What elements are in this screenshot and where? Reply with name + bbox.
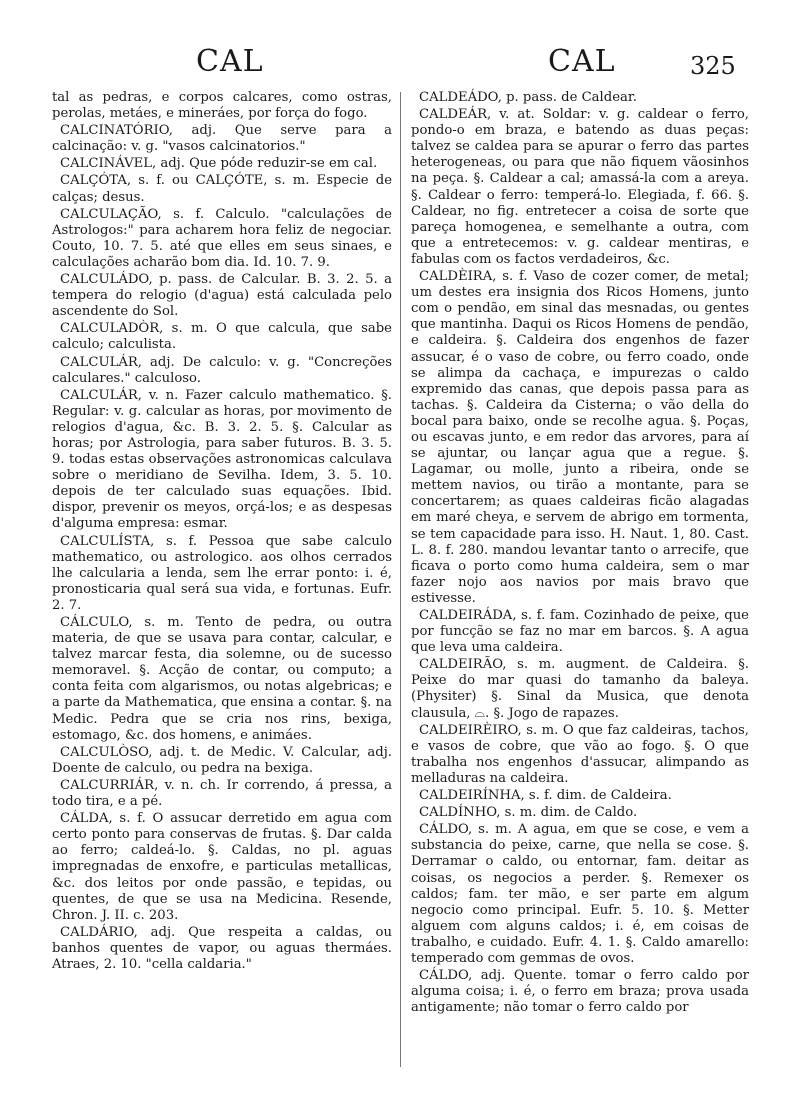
dictionary-entry: CÁLCULO, s. m. Tento de pedra, ou outra materia, de que se usava para contar, calcular, e talvez marcar festa, dia solemne, ou de sucesso memoravel. §. Acção de contar, ou computo; a conta feita com algarismos, ou notas algebricas; e a parte da Mathematica, que ensina a contar. §. na Medic. Pedra que se cria nos rins, bexiga, estomago, &c. dos homens, e animáes. (52, 615, 392, 743)
left-column (52, 90, 392, 974)
dictionary-entry: CALÇÓTA, s. f. ou CALÇÓTE, s. m. Especie de calças; desus. (52, 173, 392, 205)
dictionary-entry: tal as pedras, e corpos calcares, como ostras, perolas, metáes, e mineráes, por força do fogo. (52, 90, 392, 122)
dictionary-entry: CÁLDA, s. f. O assucar derretido em agua com certo ponto para conservas de frutas. §. Dar calda ao ferro; caldeá-lo. §. Caldas, no pl. aguas impregnadas de enxofre, e particulas metallicas, &c. dos leitos por onde passão, e tepidas, ou quentes, de que se usa na Medicina. Resende, Chron. J. II. c. 203. (52, 811, 392, 923)
dictionary-entry: CALDEIRÁDA, s. f. fam. Cozinhado de peixe, que por funcção se faz no mar em barcos. §. A agua que leva uma caldeira. (411, 608, 749, 656)
dictionary-entry: CALCULADÒR, s. m. O que calcula, que sabe calculo; calculista. (52, 321, 392, 353)
dictionary-entry: CALDÁRIO, adj. Que respeita a caldas, ou banhos quentes de vapor, ou aguas thermáes. Atraes, 2. 10. "cella caldaria." (52, 924, 392, 972)
dictionary-entry: CALDEÁDO, p. pass. de Caldear. (419, 90, 637, 105)
dictionary-entry: CALDEÁR, v. at. Soldar: v. g. caldear o ferro, pondo-o em braza, e batendo as duas peças: talvez se caldea para se apurar o ferro das partes heterogeneas, ou para que não fiquem vãosinhos na peça. §. Caldear a cal; amassá-la com a areya. §. Caldear o ferro: temperá-lo. Elegiada, f. 66. §. Caldear, no fig. entretecer a coisa de sorte que pareça homogenea, e semelhante a outra, com que a entretecemos: v. g. caldear mentiras, e fabulas com os factos verdadeiros, &c. (411, 107, 749, 267)
dictionary-entry: CALCURRIÁR, v. n. ch. Ir correndo, á pressa, a todo tira, e a pé. (52, 777, 392, 810)
dictionary-entry: CALDEIRÍNHA, s. f. dim. de Caldeira. (419, 788, 672, 804)
dictionary-entry: CALCULÍSTA, s. f. Pessoa que sabe calculo mathematico, ou astrologico. aos olhos cerrados lhe calcularia a lenda, sem lhe errar ponto: i. é, pronosticaria qual será sua vida, e fortunas. Eufr. 2. 7. (52, 533, 392, 613)
right-running-head: CAL (548, 44, 616, 79)
page-number: 325 (690, 52, 736, 80)
dictionary-entry: CALDÍNHO, s. m. dim. de Caldo. (419, 805, 638, 821)
dictionary-entry: CÁLDO, adj. Quente. tomar o ferro caldo por alguma coisa; i. é, o ferro em braza; prova usada antigamente; não tomar o ferro caldo por (411, 968, 749, 1016)
dictionary-entry: CALCINÁVEL, adj. Que póde reduzir-se em cal. (60, 156, 378, 172)
dictionary-entry: CALDEIRÈIRO, s. m. O que faz caldeiras, tachos, e vasos de cobre, que vão ao fogo. §. O que trabalha nos engenhos d'assucar, alimpando as melladuras na caldeira. (411, 722, 749, 786)
page-header (0, 44, 797, 84)
left-running-head: CAL (196, 44, 264, 79)
dictionary-entry: CALCULÁR, v. n. Fazer calculo mathematico. §. Regular: v. g. calcular as horas, por movimento de relogios d'agua, &c. B. 3. 2. 5. §. Calcular as horas; por Astrologia, para saber futuros. B. 3. 5. 9. todas estas observações astronomicas calculava sobre o meridiano de Sevilha. Idem, 3. 5. 10. depois de ter calculado suas equações. Ibid. dispor, prevenir os meyos, orçá-los; e as despesas d'alguma empresa: esmar. (52, 387, 392, 532)
dictionary-entry: CALCULAÇÃO, s. f. Calculo. "calculações de Astrologos:" para acharem hora feliz de negociar. Couto, 10. 7. 5. até que elles em seus sinaes, e calculações acharão bom dia. Id. 10. 7. 9. (52, 206, 392, 270)
dictionary-entry: CALDÈIRA, s. f. Vaso de cozer comer, de metal; um destes era insignia dos Ricos Homens, junto com o pendão, em sinal das mesnadas, ou gentes que mantinha. Daqui os Ricos Homens de pendão, e caldeira. §. Caldeira dos engenhos de fazer assucar, é o vaso de cobre, ou ferro coado, onde se alimpa da cachaça, e impurezas o caldo expremido das canas, que depois passa para as tachas. §. Caldeira da Cisterna; o vão della do bocal para baixo, onde se recolhe agua. §. Poças, ou escavas junto, e em redor das arvores, para aí se ajuntar, ou lançar agua que a regue. §. Lagamar, ou molle, junto a ribeira, onde se mettem navios, ou tirão a montante, para se concertarem; as quaes caldeiras ficão alagadas em maré cheya, e servem de abrigo em tormenta, se tem capacidade para isso. H. Naut. 1, 80. Cast. L. 8. f. 280. mandou levantar tanto o arrecife, que ficava o porto como huma caldeira, sem o mar fazer nojo aos navios por mais bravo que estivesse. (411, 269, 749, 606)
column-divider (400, 92, 401, 1067)
dictionary-entry: CALCULÁR, adj. De calculo: v. g. "Concreções calculares." calculoso. (52, 354, 392, 386)
dictionary-entry: CÁLDO, s. m. A agua, em que se cose, e vem a substancia do peixe, carne, que nella se cose. §. Derramar o caldo, ou entornar, fam. deitar as coisas, os negocios a perder. §. Remexer os caldos; fam. ter mão, e ser parte em algum negocio como principal. Eufr. 5. 10. §. Metter alguem com alguns caldos; i. é, em coisas de trabalho, e cuidado. Eufr. 4. 1. §. Caldo amarello: temperado com gemmas de ovos. (411, 822, 749, 966)
dictionary-entry: CALCULÒSO, adj. t. de Medic. V. Calcular, adj. Doente de calculo, ou pedra na bexiga. (52, 744, 392, 776)
dictionary-entry: CALDEIRÃO, s. m. augment. de Caldeira. §. Peixe do mar quasi do tamanho da baleya. (Physiter) §. Sinal da Musica, que denota clausula, ⌓. §. Jogo de rapazes. (411, 657, 749, 721)
dictionary-entry: CALCINATÓRIO, adj. Que serve para a calcinação: v. g. "vasos calcinatorios." (52, 123, 392, 155)
dictionary-entry: CALCULÁDO, p. pass. de Calcular. B. 3. 2. 5. a tempera do relogio (d'agua) está calculada pelo ascendente do Sol. (52, 272, 392, 320)
right-column (411, 90, 749, 1017)
